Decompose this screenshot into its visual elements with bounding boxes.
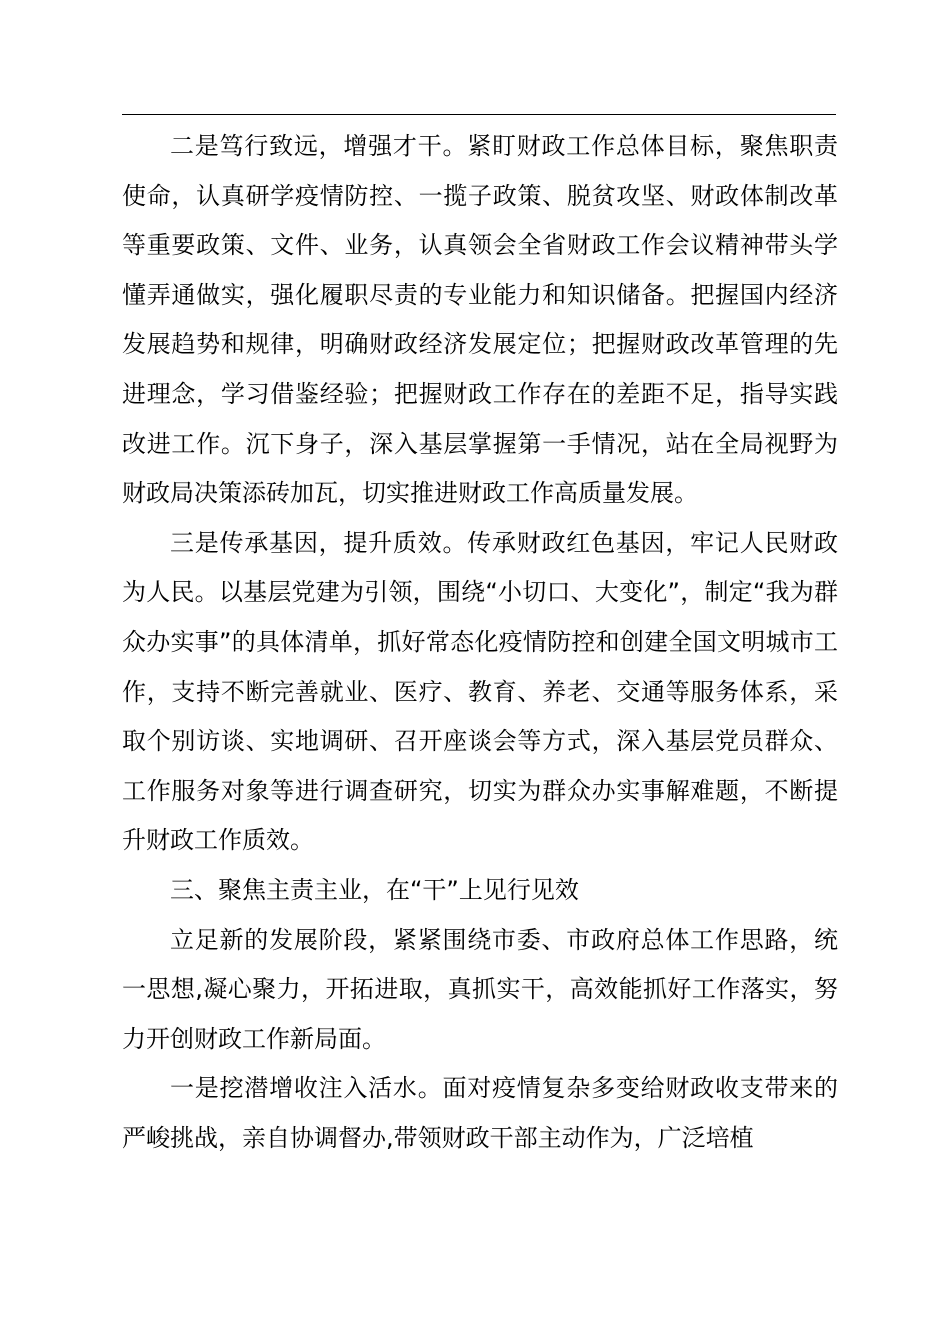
paragraph-lizu-xin-jieduan: 立足新的发展阶段，紧紧围绕市委、市政府总体工作思路，统一思想,凝心聚力，开拓进取，真抓实干，高效能抓好工作落实，努力开创财政工作新局面。: [122, 925, 838, 1053]
paragraph-dushi-zhiyuan: 二是笃行致远，增强才干。紧盯财政工作总体目标，聚焦职责使命，认真研学疫情防控、一揽子政策、脱贫攻坚、财政体制改革等重要政策、文件、业务，认真领会全省财政工作会议精神带头学懂弄通做实，强化履职尽责的专业能力和知识储备。把握国内经济发展趋势和规律，明确财政经济发展定位；把握财政改革管理的先进理念，学习借鉴经验；把握财政工作存在的差距不足，指导实践改进工作。沉下身子，深入基层掌握第一手情况，站在全局视野为财政局决策添砖加瓦，切实推进财政工作高质量发展。: [122, 132, 838, 508]
paragraph-waqian-zengshou: 一是挖潜增收注入活水。面对疫情复杂多变给财政收支带来的严峻挑战，亲自协调督办,带领财政干部主动作为，广泛培植: [122, 1074, 838, 1152]
section-heading-3: 三、聚焦主责主业，在“干”上见行见效: [170, 875, 579, 904]
paragraph-chuancheng-jiyin: 三是传承基因，提升质效。传承财政红色基因，牢记人民财政为人民。以基层党建为引领，围绕“小切口、大变化”，制定“我为群众办实事”的具体清单，抓好常态化疫情防控和创建全国文明城市工作，支持不断完善就业、医疗、教育、养老、交通等服务体系，采取个别访谈、实地调研、召开座谈会等方式，深入基层党员群众、工作服务对象等进行调查研究，切实为群众办实事解难题，不断提升财政工作质效。: [122, 528, 838, 855]
header-rule: [122, 114, 836, 115]
document-body: [122, 122, 838, 1163]
